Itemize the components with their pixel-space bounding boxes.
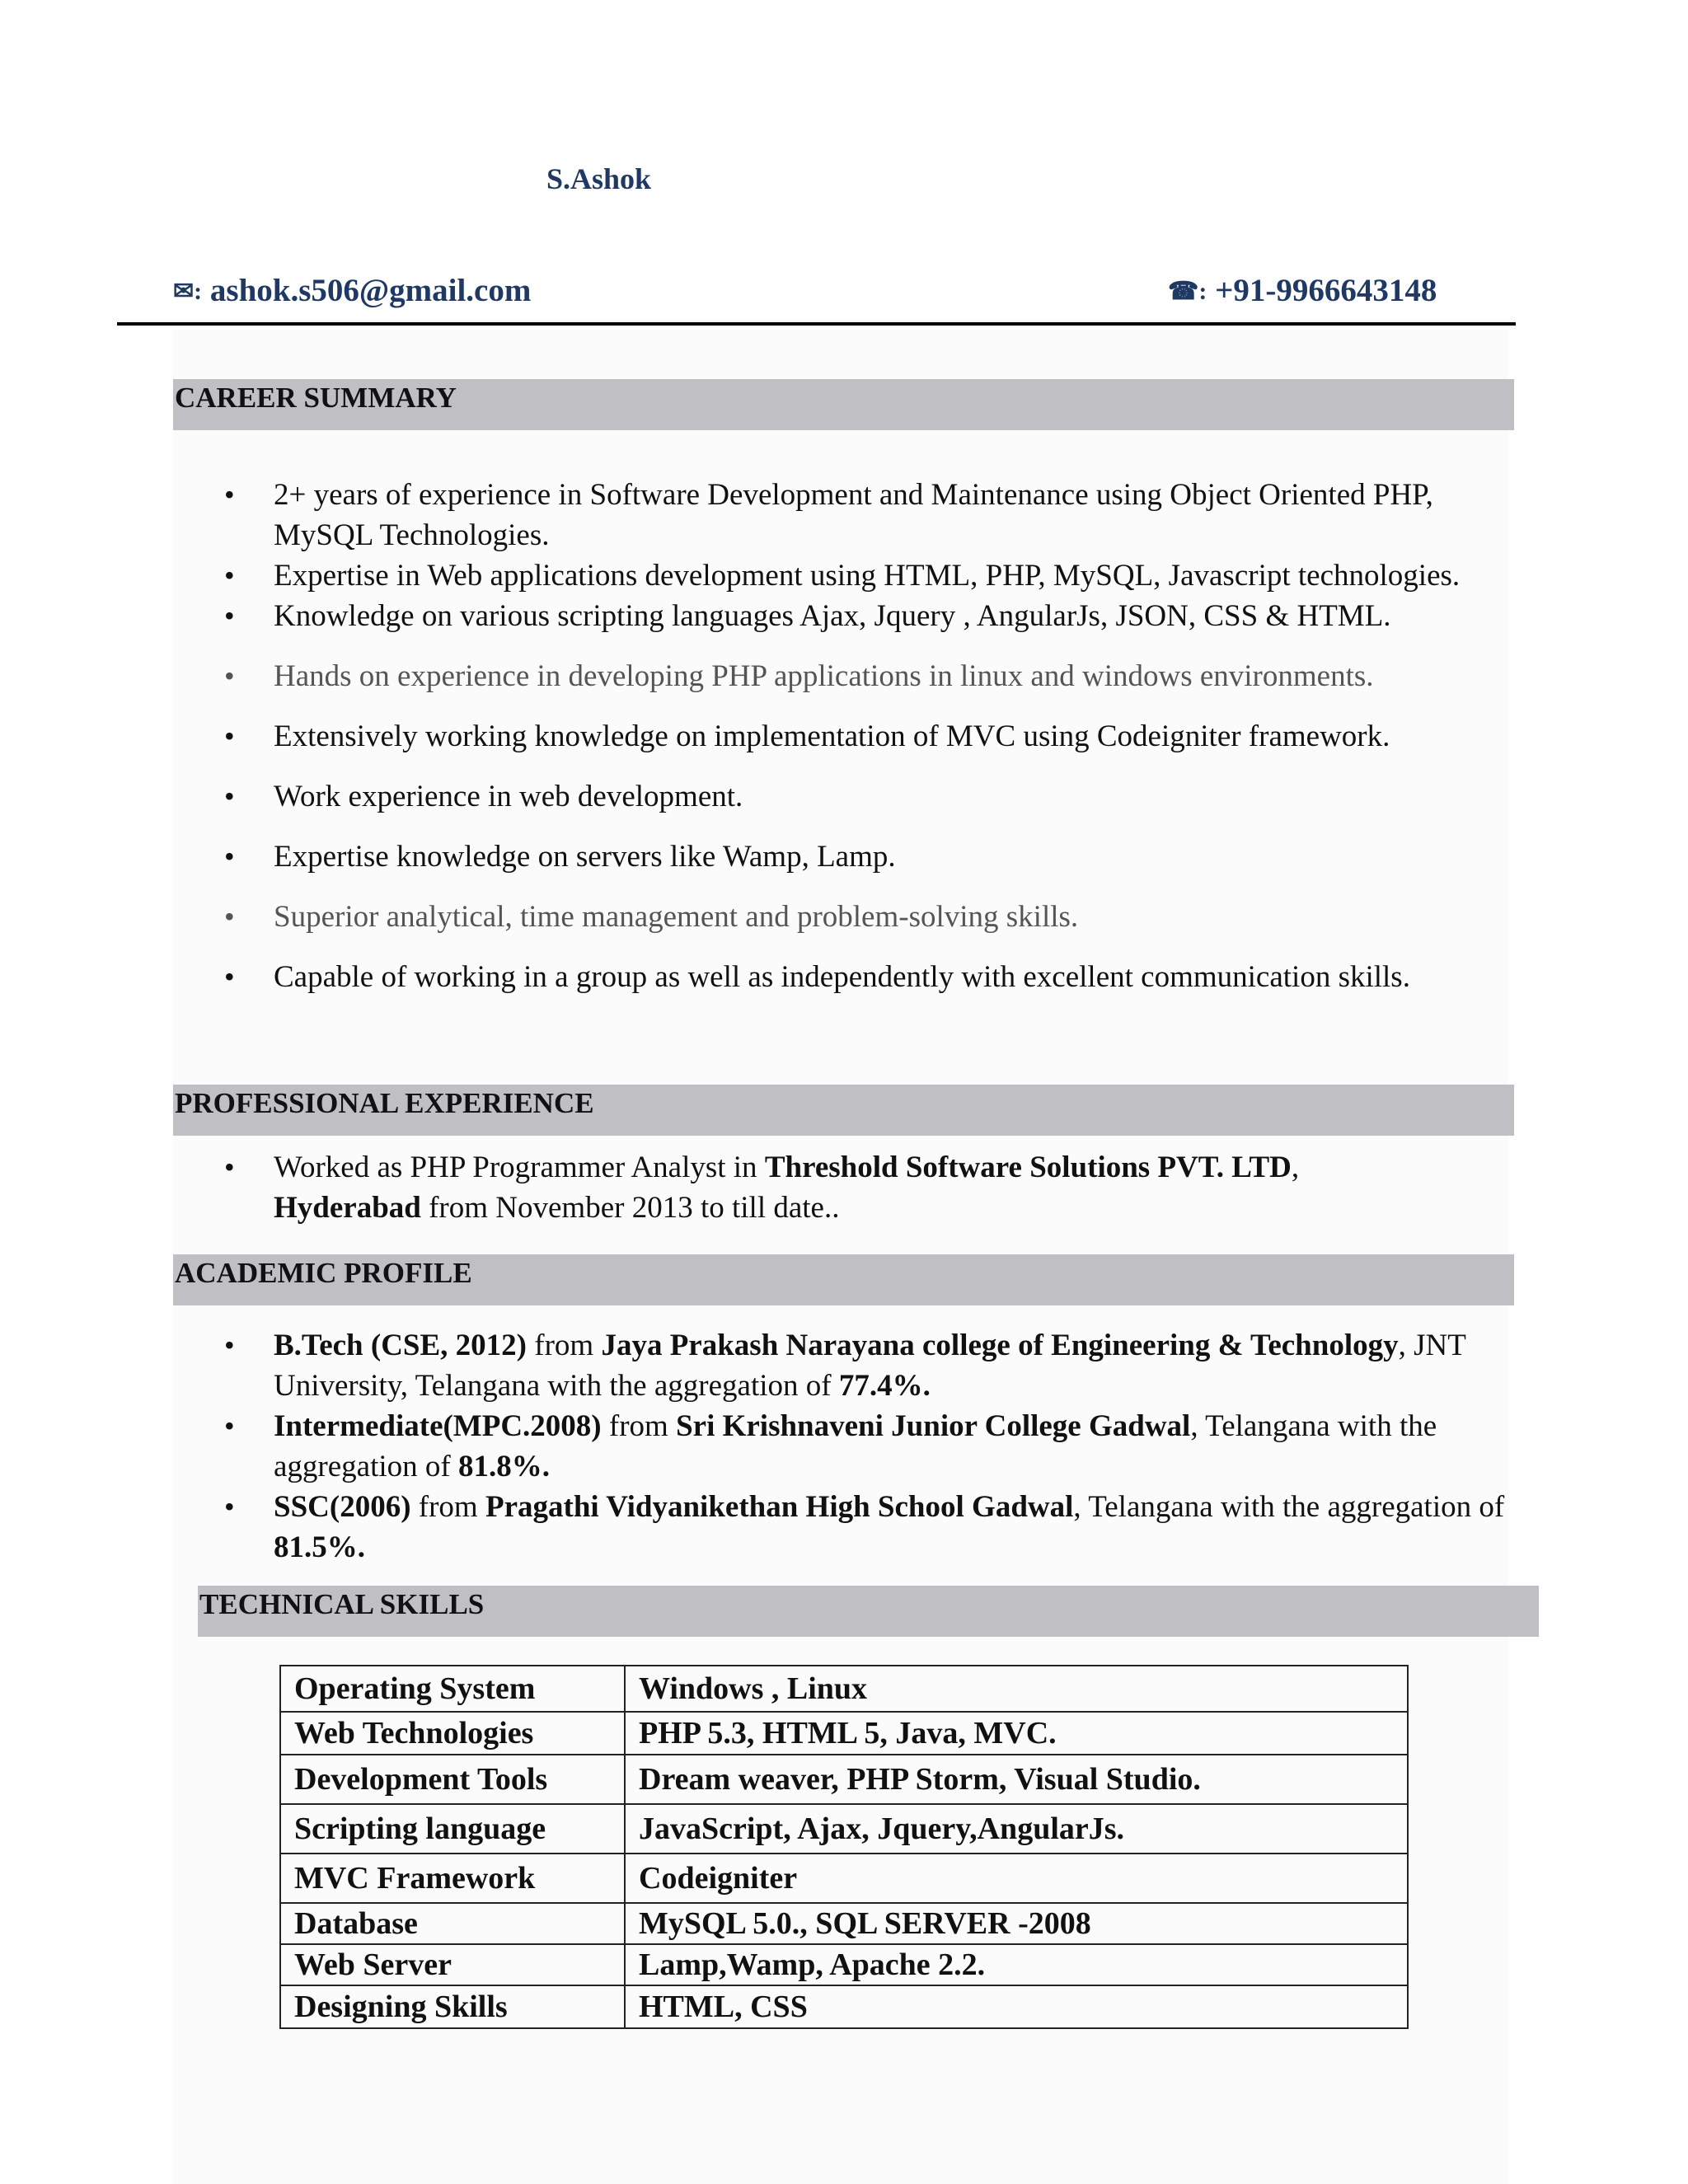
- skill-value: PHP 5.3, HTML 5, Java, MVC.: [625, 1712, 1408, 1755]
- skill-label: Web Server: [280, 1944, 625, 1985]
- skill-label: Designing Skills: [280, 1985, 625, 2028]
- list-item: • Expertise knowledge on servers like Wamp, Lamp.: [224, 837, 1514, 877]
- table-row: [280, 1666, 1408, 1712]
- career-summary-list: [224, 475, 1514, 997]
- list-item: • Extensively working knowledge on implementation of MVC using Codeigniter framework.: [224, 716, 1514, 757]
- skill-value: JavaScript, Ajax, Jquery,AngularJs.: [625, 1804, 1408, 1854]
- phone-icon: ☎:: [1168, 278, 1207, 305]
- from-text: from: [601, 1409, 677, 1443]
- degree: B.Tech (CSE, 2012): [274, 1329, 528, 1362]
- list-item: [224, 1406, 1514, 1487]
- score: 77.4%.: [838, 1369, 931, 1403]
- experience-role-text: Worked as PHP Programmer Analyst in: [274, 1151, 765, 1184]
- separator-text: ,: [1291, 1151, 1300, 1184]
- skill-label: Web Technologies: [280, 1712, 625, 1755]
- envelope-icon: ✉:: [173, 278, 203, 305]
- degree: Intermediate(MPC.2008): [274, 1409, 602, 1443]
- list-item: [224, 1147, 1419, 1228]
- email-contact: [173, 272, 531, 309]
- phone-text: +91-9966643148: [1215, 273, 1437, 308]
- company-name: Threshold Software Solutions PVT. LTD: [764, 1151, 1292, 1184]
- from-text: from: [527, 1329, 602, 1362]
- institute: Sri Krishnaveni Junior College Gadwal: [676, 1409, 1191, 1443]
- from-text: from: [410, 1490, 485, 1524]
- skill-value: HTML, CSS: [625, 1985, 1408, 2028]
- table-row: [280, 1854, 1408, 1903]
- experience-list: [224, 1147, 1419, 1228]
- skill-value: Codeigniter: [625, 1854, 1408, 1903]
- list-item: • Expertise in Web applications development using HTML, PHP, MySQL, Javascript technologies.: [224, 555, 1514, 596]
- experience-dates: from November 2013 to till date..: [420, 1191, 840, 1225]
- details-text: , Telangana with the aggregation of: [274, 1409, 1437, 1483]
- company-city: Hyderabad: [274, 1191, 421, 1225]
- skill-label: Database: [280, 1903, 625, 1944]
- table-row: [280, 1944, 1408, 1985]
- list-item: • Knowledge on various scripting languages Ajax, Jquery , AngularJs, JSON, CSS & HTML.: [224, 596, 1514, 636]
- list-item: • Hands on experience in developing PHP applications in linux and windows environments.: [224, 656, 1514, 696]
- skill-label: Development Tools: [280, 1755, 625, 1804]
- career-summary-heading: CAREER SUMMARY: [173, 379, 1514, 430]
- score: 81.5%.: [274, 1530, 365, 1564]
- list-item: • Capable of working in a group as well as independently with excellent communication skills.: [224, 957, 1514, 997]
- skills-table: [279, 1665, 1409, 2029]
- table-row: [280, 1985, 1408, 2028]
- list-item: • Work experience in web development.: [224, 776, 1514, 817]
- table-row: [280, 1755, 1408, 1804]
- list-item: • 2+ years of experience in Software Development and Maintenance using Object Oriented PHP, MySQL Technologies.: [224, 475, 1514, 555]
- table-row: [280, 1804, 1408, 1854]
- details-text: , JNT University, Telangana with the aggregation of: [274, 1329, 1466, 1403]
- skill-label: Operating System: [280, 1666, 625, 1712]
- header-divider: [117, 322, 1516, 326]
- skills-heading: TECHNICAL SKILLS: [198, 1586, 1539, 1637]
- skill-value: Windows , Linux: [625, 1666, 1408, 1712]
- skill-value: Dream weaver, PHP Storm, Visual Studio.: [625, 1755, 1408, 1804]
- table-row: [280, 1712, 1408, 1755]
- email-text: ashok.s506@gmail.com: [209, 273, 532, 308]
- list-item: [224, 1325, 1514, 1406]
- experience-heading: PROFESSIONAL EXPERIENCE: [173, 1085, 1514, 1136]
- skill-value: MySQL 5.0., SQL SERVER -2008: [625, 1903, 1408, 1944]
- academic-heading: ACADEMIC PROFILE: [173, 1254, 1514, 1305]
- table-row: [280, 1903, 1408, 1944]
- institute: Pragathi Vidyanikethan High School Gadwal: [485, 1490, 1074, 1524]
- skill-value: Lamp,Wamp, Apache 2.2.: [625, 1944, 1408, 1985]
- academic-list: [224, 1325, 1514, 1568]
- degree: SSC(2006): [274, 1490, 411, 1524]
- details-text: , Telangana with the aggregation of: [1073, 1490, 1505, 1524]
- list-item: • Superior analytical, time management and problem-solving skills.: [224, 897, 1514, 937]
- skill-label: MVC Framework: [280, 1854, 625, 1903]
- institute: Jaya Prakash Narayana college of Engineering & Technology: [601, 1329, 1399, 1362]
- skill-label: Scripting language: [280, 1804, 625, 1854]
- score: 81.8%.: [457, 1450, 550, 1483]
- candidate-name: S.Ashok: [546, 162, 652, 195]
- phone-contact: [1168, 272, 1437, 309]
- list-item: [224, 1487, 1514, 1568]
